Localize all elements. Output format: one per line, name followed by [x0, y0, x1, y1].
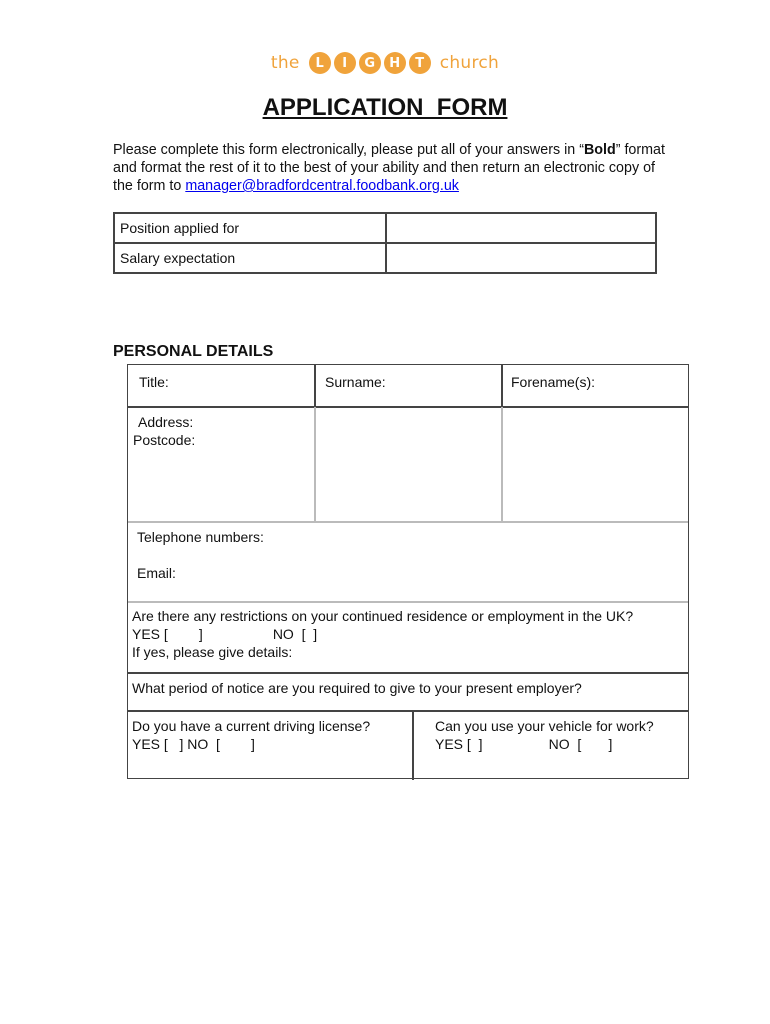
table-row — [114, 213, 656, 243]
divider — [501, 365, 503, 407]
email-field[interactable]: Email: — [137, 565, 176, 581]
salary-input[interactable] — [386, 243, 656, 273]
divider — [314, 365, 316, 407]
divider — [128, 521, 688, 523]
logo-letter: T — [409, 52, 431, 74]
driving-options: YES [ ] NO [ ] — [132, 736, 255, 752]
forenames-field[interactable]: Forename(s): — [511, 374, 596, 390]
vehicle-options: YES [ ] NO [ ] — [435, 736, 613, 752]
divider — [128, 710, 688, 712]
logo-letter: H — [384, 52, 406, 74]
vehicle-question: Can you use your vehicle for work? — [435, 718, 654, 734]
position-label: Position applied for — [114, 213, 386, 243]
driving-license-field[interactable] — [132, 717, 370, 753]
logo-word-the: the — [270, 53, 300, 73]
title-field[interactable]: Title: — [139, 374, 169, 390]
intro-paragraph — [113, 141, 673, 195]
telephone-field[interactable]: Telephone numbers: — [137, 529, 264, 545]
logo-letter: G — [359, 52, 381, 74]
personal-details-table — [127, 364, 689, 779]
church-logo — [0, 52, 770, 74]
restrictions-field[interactable] — [132, 607, 688, 661]
vehicle-use-field[interactable] — [435, 717, 654, 753]
restrictions-question: Are there any restrictions on your continued residence or employment in the UK? — [132, 608, 634, 624]
address-field[interactable] — [133, 413, 196, 449]
divider — [412, 711, 414, 780]
divider — [128, 672, 688, 674]
position-table — [113, 212, 657, 274]
divider — [314, 407, 316, 522]
logo-letter: I — [334, 52, 356, 74]
page-title: APPLICATION FORM — [262, 94, 508, 121]
logo-letter: L — [309, 52, 331, 74]
intro-text-start: Please complete this form electronically, please put all of your answers in “ — [113, 142, 584, 158]
table-row — [114, 243, 656, 273]
logo-word-church: church — [439, 53, 500, 73]
restrictions-options: YES [ ] NO [ ] — [132, 626, 318, 642]
notice-period-field[interactable]: What period of notice are you required to give to your present employer? — [132, 680, 582, 696]
email-link[interactable]: manager@bradfordcentral.foodbank.org.uk — [185, 178, 459, 194]
position-input[interactable] — [386, 213, 656, 243]
postcode-label: Postcode: — [133, 432, 196, 448]
surname-field[interactable]: Surname: — [325, 374, 386, 390]
salary-label: Salary expectation — [114, 243, 386, 273]
address-label: Address: — [138, 414, 194, 430]
intro-bold-word: Bold — [583, 142, 616, 158]
section-heading: PERSONAL DETAILS — [113, 343, 274, 360]
divider — [128, 601, 688, 603]
divider — [128, 406, 688, 408]
intro-text-end: ” format and format the rest of it to the best of your ability and then return an electronic copy of the form to — [113, 142, 665, 194]
driving-question: Do you have a current driving license? — [132, 718, 371, 734]
restrictions-details-label: If yes, please give details: — [132, 644, 293, 660]
divider — [501, 407, 503, 522]
